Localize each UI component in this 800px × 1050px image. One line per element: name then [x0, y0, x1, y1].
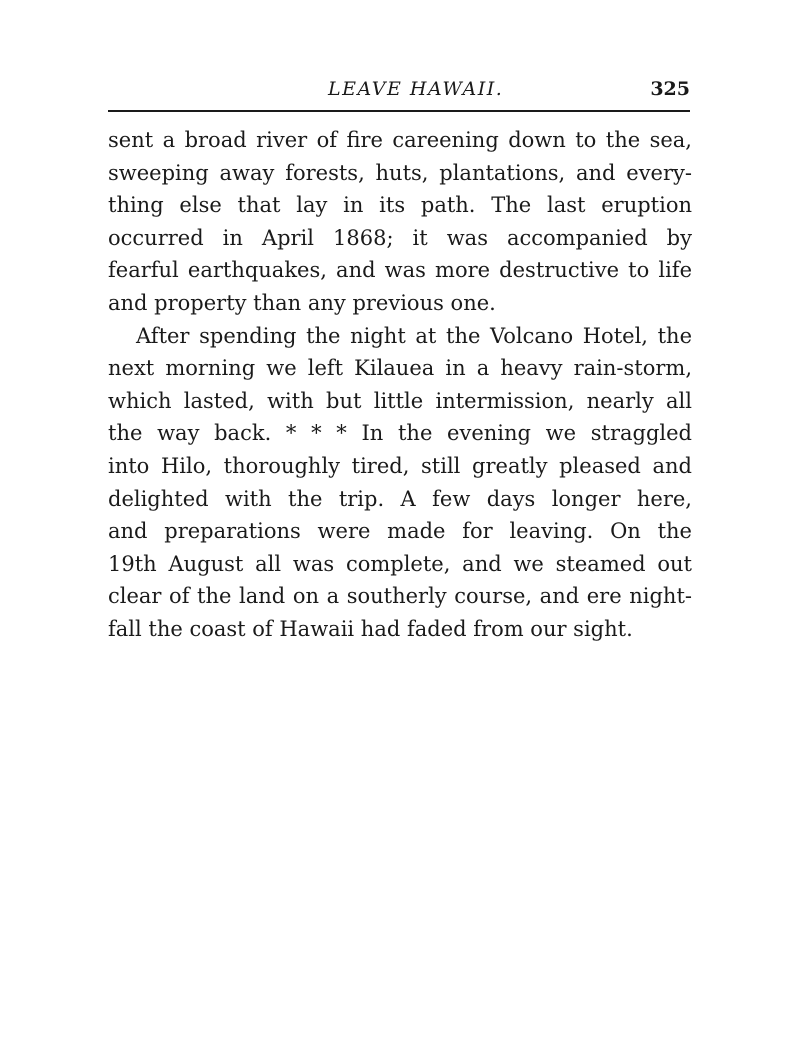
text-line: fall the coast of Hawaii had faded from our sight. — [108, 616, 633, 641]
header-rule — [108, 110, 690, 112]
paragraph-2 — [108, 320, 692, 646]
text-line: next morning we left Kilauea in a heavy rain-storm, — [108, 356, 692, 381]
paragraph-1 — [108, 124, 692, 320]
text-line: fearful earthquakes, and was more destructive to life — [108, 258, 692, 283]
text-line: sweeping away forests, huts, plantations, and every- — [108, 160, 692, 185]
text-line: into Hilo, thoroughly tired, still greatly pleased and — [108, 453, 692, 478]
text-line: 19th August all was complete, and we steamed out — [108, 551, 692, 576]
text-line: thing else that lay in its path. The last eruption — [108, 193, 692, 218]
running-head — [108, 76, 690, 108]
text-line: and preparations were made for leaving. On the — [108, 519, 692, 544]
page-number: 325 — [650, 78, 690, 100]
text-line: and property than any previous one. — [108, 290, 496, 315]
running-title: LEAVE HAWAII. — [328, 78, 504, 100]
body-text — [108, 124, 692, 646]
text-line: sent a broad river of fire careening down to the sea, — [108, 128, 692, 152]
text-line: After spending the night at the Volcano Hotel, the — [136, 323, 692, 348]
text-line: occurred in April 1868; it was accompanied by — [108, 225, 692, 250]
text-line: the way back. * * * In the evening we straggled — [108, 421, 692, 446]
text-line: delighted with the trip. A few days longer here, — [108, 486, 692, 511]
text-line: clear of the land on a southerly course, and ere night- — [108, 584, 692, 609]
text-line: which lasted, with but little intermission, nearly all — [108, 388, 692, 413]
